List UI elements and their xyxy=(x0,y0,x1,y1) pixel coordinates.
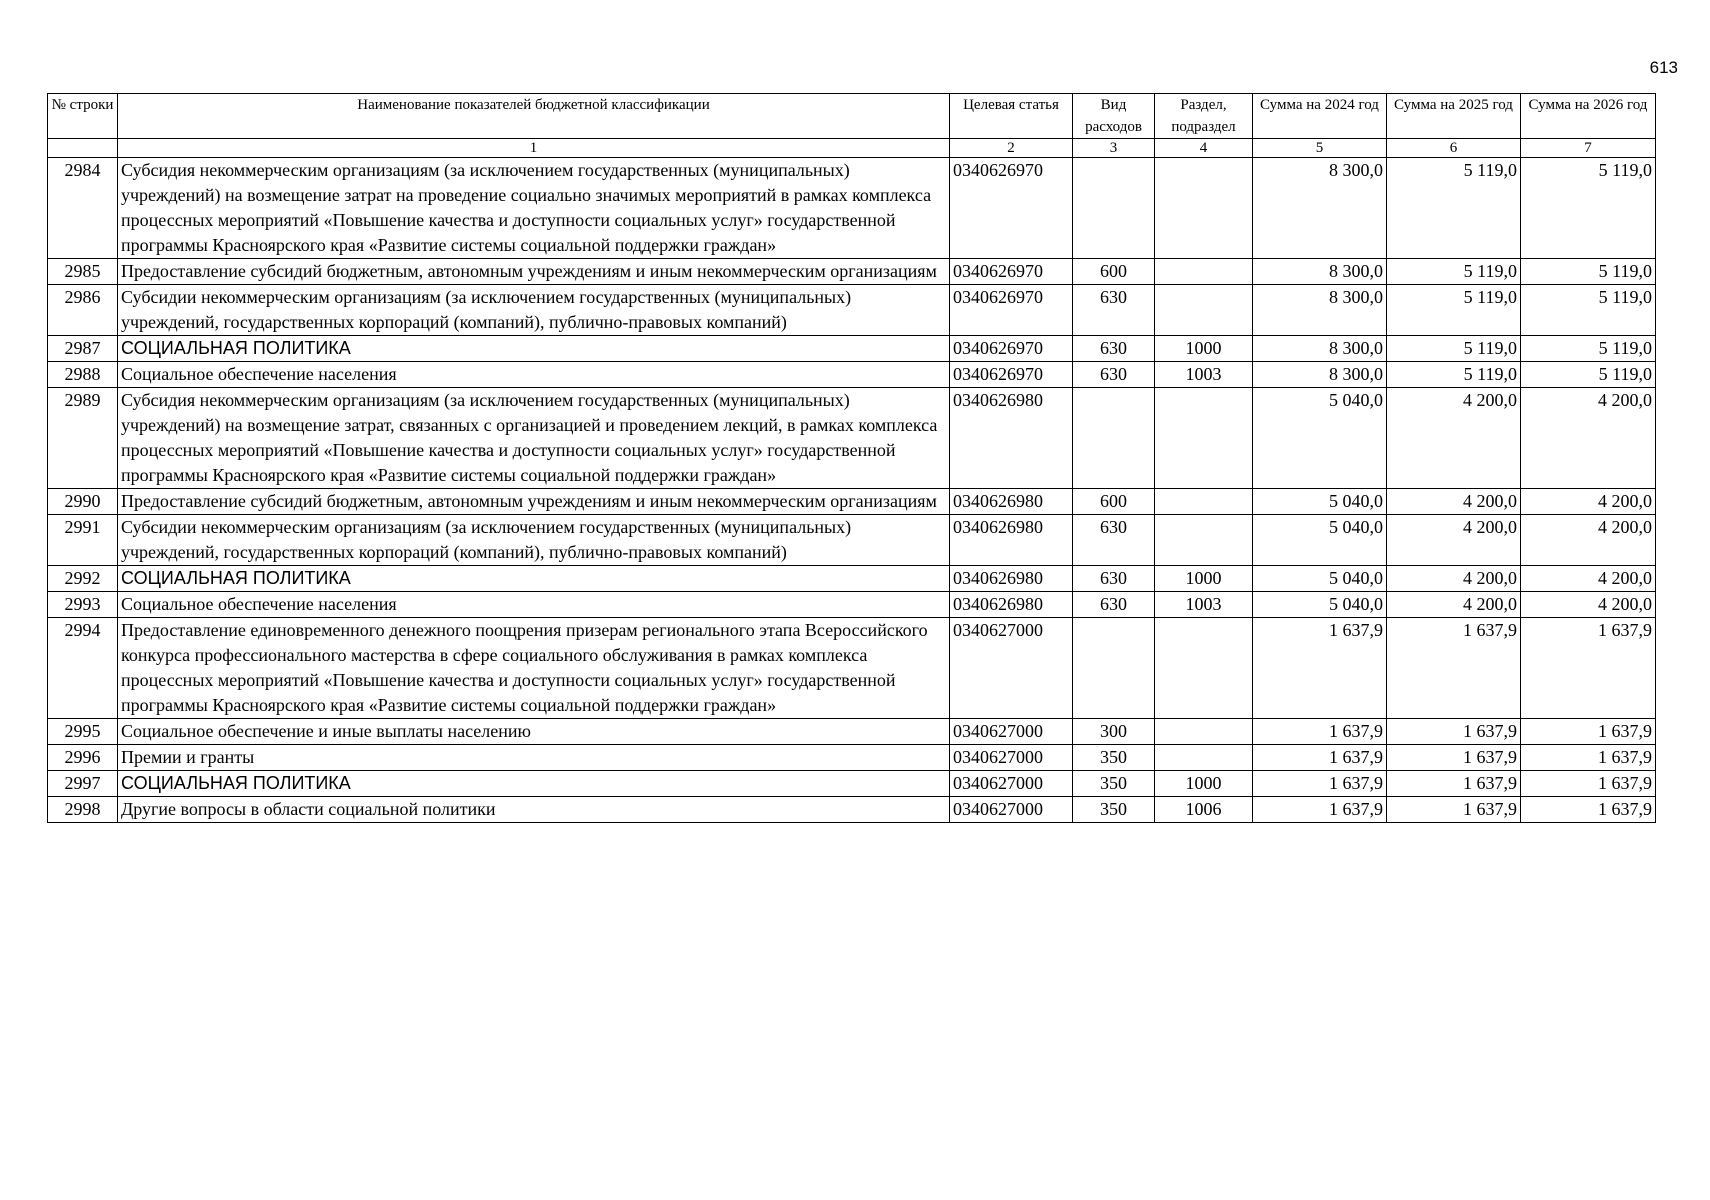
row-expense-type: 630 xyxy=(1073,285,1155,336)
row-number: 2987 xyxy=(48,336,118,362)
row-sum-2025: 1 637,9 xyxy=(1387,618,1521,719)
row-sum-2026: 5 119,0 xyxy=(1521,259,1656,285)
row-target-code: 0340626970 xyxy=(950,362,1073,388)
row-sum-2026: 4 200,0 xyxy=(1521,592,1656,618)
row-expense-type: 600 xyxy=(1073,259,1155,285)
row-number: 2997 xyxy=(48,771,118,797)
row-sum-2024: 1 637,9 xyxy=(1253,719,1387,745)
header-expense-type: Вид расходов xyxy=(1073,94,1155,139)
row-sum-2026: 1 637,9 xyxy=(1521,797,1656,823)
row-sum-2026: 4 200,0 xyxy=(1521,388,1656,489)
row-target-code: 0340626980 xyxy=(950,515,1073,566)
row-expense-type xyxy=(1073,618,1155,719)
header-row-no: № строки xyxy=(48,94,118,139)
table-row xyxy=(48,336,1656,362)
row-section xyxy=(1155,515,1253,566)
row-number: 2998 xyxy=(48,797,118,823)
row-expense-type xyxy=(1073,158,1155,259)
budget-table xyxy=(47,93,1656,823)
row-number: 2994 xyxy=(48,618,118,719)
row-sum-2024: 8 300,0 xyxy=(1253,362,1387,388)
row-section xyxy=(1155,489,1253,515)
row-expense-type: 630 xyxy=(1073,592,1155,618)
column-number: 7 xyxy=(1521,139,1656,158)
row-sum-2025: 4 200,0 xyxy=(1387,388,1521,489)
table-row xyxy=(48,259,1656,285)
column-number: 4 xyxy=(1155,139,1253,158)
row-number: 2986 xyxy=(48,285,118,336)
table-row xyxy=(48,362,1656,388)
row-sum-2025: 4 200,0 xyxy=(1387,566,1521,592)
row-expense-type: 300 xyxy=(1073,719,1155,745)
row-section xyxy=(1155,388,1253,489)
column-number: 5 xyxy=(1253,139,1387,158)
row-section: 1003 xyxy=(1155,592,1253,618)
row-sum-2024: 5 040,0 xyxy=(1253,489,1387,515)
row-expense-type: 630 xyxy=(1073,336,1155,362)
row-name: Субсидия некоммерческим организациям (за исключением государственных (муниципальных) учреждений) на возмещение затрат, связанных с организацией и проведением лекций, в рамках комплекса процессных мероприятий «Повышение качества и доступности социальных услуг» государственной программы Красноярского края «Развитие системы социальной поддержки граждан» xyxy=(118,388,950,489)
row-name: СОЦИАЛЬНАЯ ПОЛИТИКА xyxy=(118,566,950,592)
row-target-code: 0340626980 xyxy=(950,566,1073,592)
row-sum-2024: 5 040,0 xyxy=(1253,388,1387,489)
row-sum-2026: 1 637,9 xyxy=(1521,719,1656,745)
table-row xyxy=(48,592,1656,618)
row-number: 2991 xyxy=(48,515,118,566)
row-section xyxy=(1155,618,1253,719)
table-row xyxy=(48,489,1656,515)
row-sum-2025: 5 119,0 xyxy=(1387,336,1521,362)
row-expense-type: 600 xyxy=(1073,489,1155,515)
row-sum-2025: 5 119,0 xyxy=(1387,259,1521,285)
row-sum-2024: 5 040,0 xyxy=(1253,566,1387,592)
row-expense-type: 630 xyxy=(1073,566,1155,592)
row-number: 2995 xyxy=(48,719,118,745)
row-sum-2026: 5 119,0 xyxy=(1521,158,1656,259)
table-row xyxy=(48,719,1656,745)
row-name: Премии и гранты xyxy=(118,745,950,771)
row-sum-2026: 1 637,9 xyxy=(1521,771,1656,797)
row-name: Социальное обеспечение населения xyxy=(118,592,950,618)
table-row xyxy=(48,797,1656,823)
page-number: 613 xyxy=(1649,58,1678,77)
header-target: Целевая статья xyxy=(950,94,1073,139)
row-number: 2989 xyxy=(48,388,118,489)
row-section xyxy=(1155,259,1253,285)
column-number-row xyxy=(48,139,1656,158)
row-name: СОЦИАЛЬНАЯ ПОЛИТИКА xyxy=(118,771,950,797)
table-row xyxy=(48,745,1656,771)
table-row xyxy=(48,515,1656,566)
row-sum-2025: 5 119,0 xyxy=(1387,285,1521,336)
row-target-code: 0340626980 xyxy=(950,388,1073,489)
row-sum-2025: 1 637,9 xyxy=(1387,719,1521,745)
row-sum-2026: 4 200,0 xyxy=(1521,566,1656,592)
row-sum-2024: 1 637,9 xyxy=(1253,745,1387,771)
row-target-code: 0340627000 xyxy=(950,771,1073,797)
row-expense-type: 630 xyxy=(1073,362,1155,388)
row-sum-2024: 1 637,9 xyxy=(1253,618,1387,719)
header-name: Наименование показателей бюджетной классификации xyxy=(118,94,950,139)
row-section xyxy=(1155,719,1253,745)
row-section xyxy=(1155,158,1253,259)
row-sum-2024: 5 040,0 xyxy=(1253,515,1387,566)
row-sum-2024: 8 300,0 xyxy=(1253,259,1387,285)
row-sum-2025: 4 200,0 xyxy=(1387,515,1521,566)
table-row xyxy=(48,771,1656,797)
row-number: 2993 xyxy=(48,592,118,618)
row-target-code: 0340627000 xyxy=(950,719,1073,745)
row-name: Предоставление единовременного денежного поощрения призерам регионального этапа Всероссийского конкурса профессионального мастерства в сфере социального обслуживания в рамках комплекса процессных мероприятий «Повышение качества и доступности социальных услуг» государственной программы Красноярского края «Развитие системы социальной поддержки граждан» xyxy=(118,618,950,719)
column-number: 1 xyxy=(118,139,950,158)
row-target-code: 0340627000 xyxy=(950,745,1073,771)
column-number: 6 xyxy=(1387,139,1521,158)
row-name: Субсидия некоммерческим организациям (за исключением государственных (муниципальных) учреждений) на возмещение затрат на проведение социально значимых мероприятий в рамках комплекса процессных мероприятий «Повышение качества и доступности социальных услуг» государственной программы Красноярского края «Развитие системы социальной поддержки граждан» xyxy=(118,158,950,259)
row-number: 2984 xyxy=(48,158,118,259)
row-number: 2990 xyxy=(48,489,118,515)
row-expense-type: 350 xyxy=(1073,797,1155,823)
column-number: 2 xyxy=(950,139,1073,158)
row-sum-2025: 4 200,0 xyxy=(1387,592,1521,618)
row-number: 2992 xyxy=(48,566,118,592)
row-target-code: 0340627000 xyxy=(950,797,1073,823)
row-sum-2026: 5 119,0 xyxy=(1521,336,1656,362)
row-expense-type: 630 xyxy=(1073,515,1155,566)
table-row xyxy=(48,388,1656,489)
row-sum-2024: 1 637,9 xyxy=(1253,797,1387,823)
row-target-code: 0340626980 xyxy=(950,489,1073,515)
row-target-code: 0340626970 xyxy=(950,336,1073,362)
row-name: Другие вопросы в области социальной политики xyxy=(118,797,950,823)
header-section: Раздел, подраздел xyxy=(1155,94,1253,139)
row-section: 1000 xyxy=(1155,336,1253,362)
row-sum-2026: 1 637,9 xyxy=(1521,745,1656,771)
row-target-code: 0340626970 xyxy=(950,285,1073,336)
column-number: 3 xyxy=(1073,139,1155,158)
row-number: 2988 xyxy=(48,362,118,388)
row-name: СОЦИАЛЬНАЯ ПОЛИТИКА xyxy=(118,336,950,362)
table-row xyxy=(48,566,1656,592)
header-sum-2024: Сумма на 2024 год xyxy=(1253,94,1387,139)
row-section: 1003 xyxy=(1155,362,1253,388)
row-name: Субсидии некоммерческим организациям (за исключением государственных (муниципальных) учреждений, государственных корпораций (компаний), публично-правовых компаний) xyxy=(118,515,950,566)
row-expense-type xyxy=(1073,388,1155,489)
row-section xyxy=(1155,745,1253,771)
row-expense-type: 350 xyxy=(1073,745,1155,771)
row-name: Предоставление субсидий бюджетным, автономным учреждениям и иным некоммерческим организациям xyxy=(118,489,950,515)
row-section: 1000 xyxy=(1155,771,1253,797)
row-sum-2024: 5 040,0 xyxy=(1253,592,1387,618)
row-sum-2024: 8 300,0 xyxy=(1253,336,1387,362)
row-number: 2985 xyxy=(48,259,118,285)
row-section: 1000 xyxy=(1155,566,1253,592)
row-target-code: 0340627000 xyxy=(950,618,1073,719)
header-row xyxy=(48,94,1656,139)
table-row xyxy=(48,285,1656,336)
row-sum-2026: 4 200,0 xyxy=(1521,515,1656,566)
row-section: 1006 xyxy=(1155,797,1253,823)
row-sum-2026: 5 119,0 xyxy=(1521,362,1656,388)
row-sum-2026: 1 637,9 xyxy=(1521,618,1656,719)
row-sum-2025: 1 637,9 xyxy=(1387,745,1521,771)
row-section xyxy=(1155,285,1253,336)
row-sum-2024: 8 300,0 xyxy=(1253,285,1387,336)
table-row xyxy=(48,618,1656,719)
row-name: Социальное обеспечение населения xyxy=(118,362,950,388)
row-name: Социальное обеспечение и иные выплаты населению xyxy=(118,719,950,745)
row-name: Субсидии некоммерческим организациям (за исключением государственных (муниципальных) учреждений, государственных корпораций (компаний), публично-правовых компаний) xyxy=(118,285,950,336)
header-sum-2025: Сумма на 2025 год xyxy=(1387,94,1521,139)
row-sum-2025: 1 637,9 xyxy=(1387,771,1521,797)
table-row xyxy=(48,158,1656,259)
row-sum-2025: 5 119,0 xyxy=(1387,362,1521,388)
row-target-code: 0340626970 xyxy=(950,259,1073,285)
row-expense-type: 350 xyxy=(1073,771,1155,797)
header-sum-2026: Сумма на 2026 год xyxy=(1521,94,1656,139)
row-sum-2024: 8 300,0 xyxy=(1253,158,1387,259)
row-number: 2996 xyxy=(48,745,118,771)
column-number-blank xyxy=(48,139,118,158)
row-sum-2026: 4 200,0 xyxy=(1521,489,1656,515)
row-sum-2025: 5 119,0 xyxy=(1387,158,1521,259)
row-sum-2026: 5 119,0 xyxy=(1521,285,1656,336)
row-target-code: 0340626970 xyxy=(950,158,1073,259)
row-sum-2025: 1 637,9 xyxy=(1387,797,1521,823)
row-target-code: 0340626980 xyxy=(950,592,1073,618)
row-sum-2025: 4 200,0 xyxy=(1387,489,1521,515)
row-name: Предоставление субсидий бюджетным, автономным учреждениям и иным некоммерческим организациям xyxy=(118,259,950,285)
row-sum-2024: 1 637,9 xyxy=(1253,771,1387,797)
